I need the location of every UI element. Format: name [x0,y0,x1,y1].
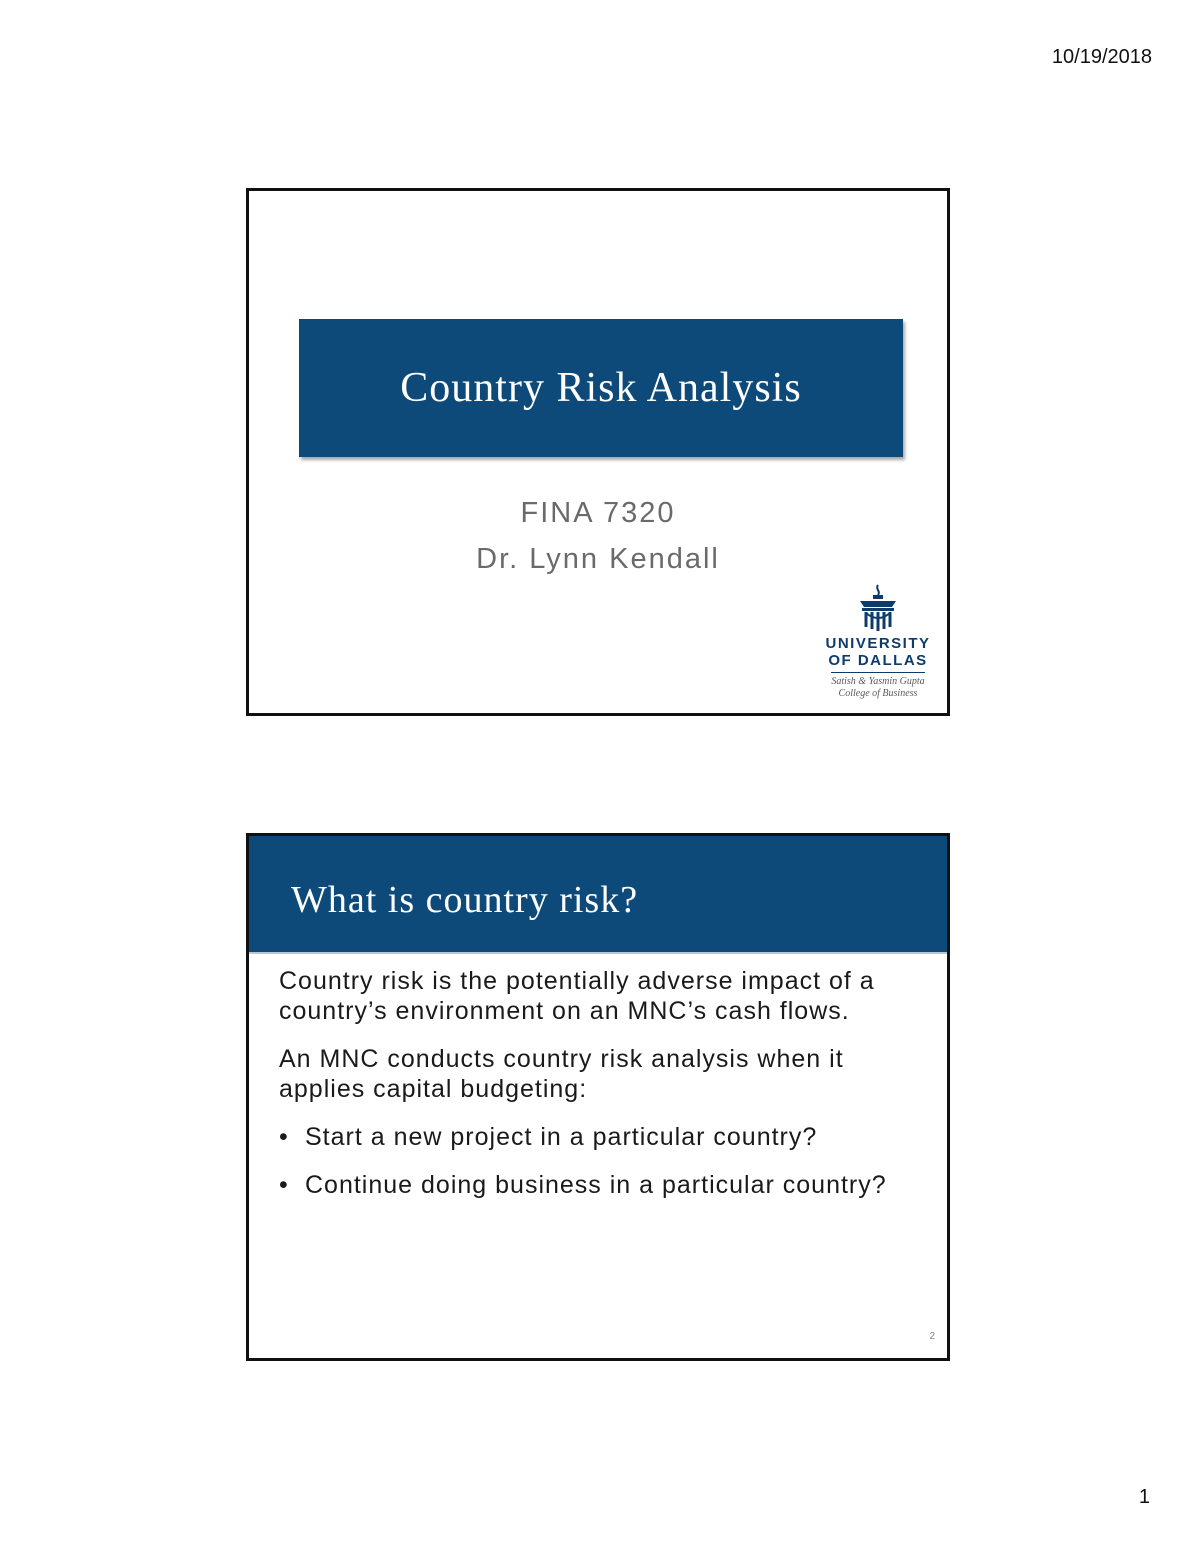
bullet-item [279,1122,919,1152]
slide-country-risk [246,833,950,1361]
slide-title [246,188,950,716]
paragraph: An MNC conducts country risk analysis when it applies capital budgeting: [279,1045,844,1103]
slide-header [249,836,947,954]
university-logo [823,583,933,700]
title-box [299,319,903,457]
logo-university: UNIVERSITY [825,635,931,652]
logo-college: College of Business [838,688,918,699]
page-date: 10/19/2018 [1051,46,1152,68]
slide-heading: What is country risk? [291,879,639,921]
lamp-icon [856,583,900,635]
bullet-text: Continue doing business in a particular country? [305,1171,887,1199]
bullet-item [279,1170,919,1200]
logo-divider [831,672,925,673]
bullet-icon: • [279,1123,289,1151]
logo-of-dallas: OF DALLAS [828,652,928,669]
page-number: 1 [1138,1486,1150,1508]
bullet-text: Start a new project in a particular country? [305,1123,818,1151]
logo-gupta: Satish & Yasmin Gupta [831,676,925,687]
instructor-name: Dr. Lynn Kendall [476,543,720,575]
paragraph: Country risk is the potentially adverse impact of a country’s environment on an MNC’s cash flows. [279,967,875,1025]
slide-title-text: Country Risk Analysis [400,365,802,411]
slide-number: 2 [929,1331,935,1342]
bullet-icon: • [279,1171,289,1199]
course-code: FINA 7320 [520,497,676,529]
slide-body [279,966,919,1218]
